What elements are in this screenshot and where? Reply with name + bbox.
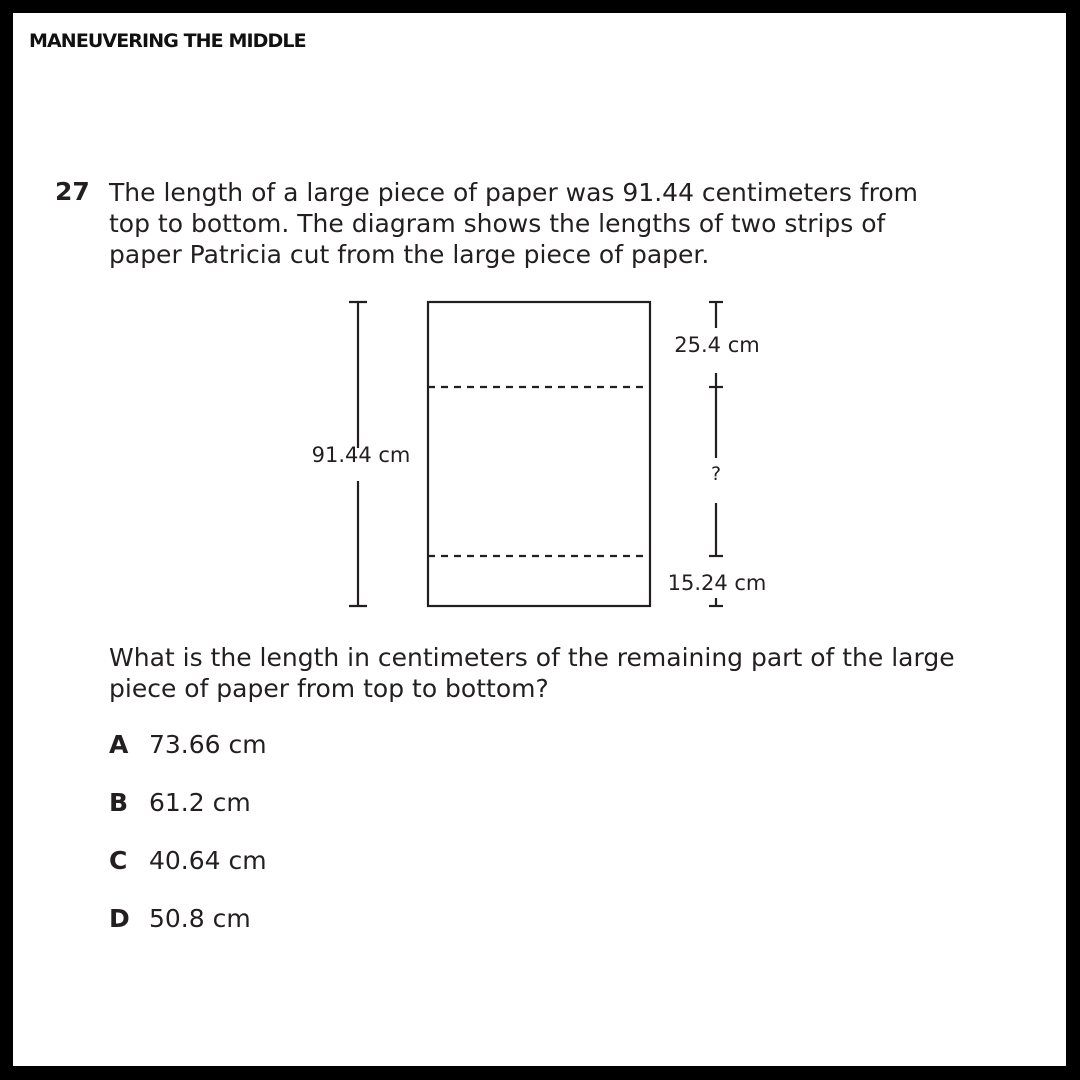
choice-letter: C (109, 846, 128, 875)
choice-a[interactable] (109, 730, 267, 759)
question-number: 27 (55, 177, 90, 206)
choice-text: 50.8 cm (149, 904, 251, 933)
choice-letter: D (109, 904, 130, 933)
top-strip-label: 25.4 cm (674, 333, 760, 357)
choice-c[interactable] (109, 846, 267, 875)
choice-d[interactable] (109, 904, 251, 933)
unknown-length-label: ? (710, 463, 722, 485)
choice-text: 61.2 cm (149, 788, 251, 817)
choice-text: 40.64 cm (149, 846, 267, 875)
stem-line: top to bottom. The diagram shows the lengths of two strips of (109, 209, 886, 238)
choice-letter: B (109, 788, 129, 817)
choice-letter: A (109, 730, 129, 759)
bottom-strip-label: 15.24 cm (667, 571, 767, 595)
stem-line: The length of a large piece of paper was 91.44 centimeters from (109, 178, 918, 207)
choice-b[interactable] (109, 788, 251, 817)
total-length-label: 91.44 cm (311, 443, 411, 467)
brand-title: MANEUVERING THE MIDDLE (29, 30, 306, 52)
worksheet-page (13, 13, 1066, 1066)
stem-line: paper Patricia cut from the large piece of paper. (109, 240, 710, 269)
prompt-line: What is the length in centimeters of the remaining part of the large (109, 643, 955, 672)
choice-text: 73.66 cm (149, 730, 267, 759)
question-prompt (109, 642, 955, 704)
prompt-line: piece of paper from top to bottom? (109, 674, 549, 703)
